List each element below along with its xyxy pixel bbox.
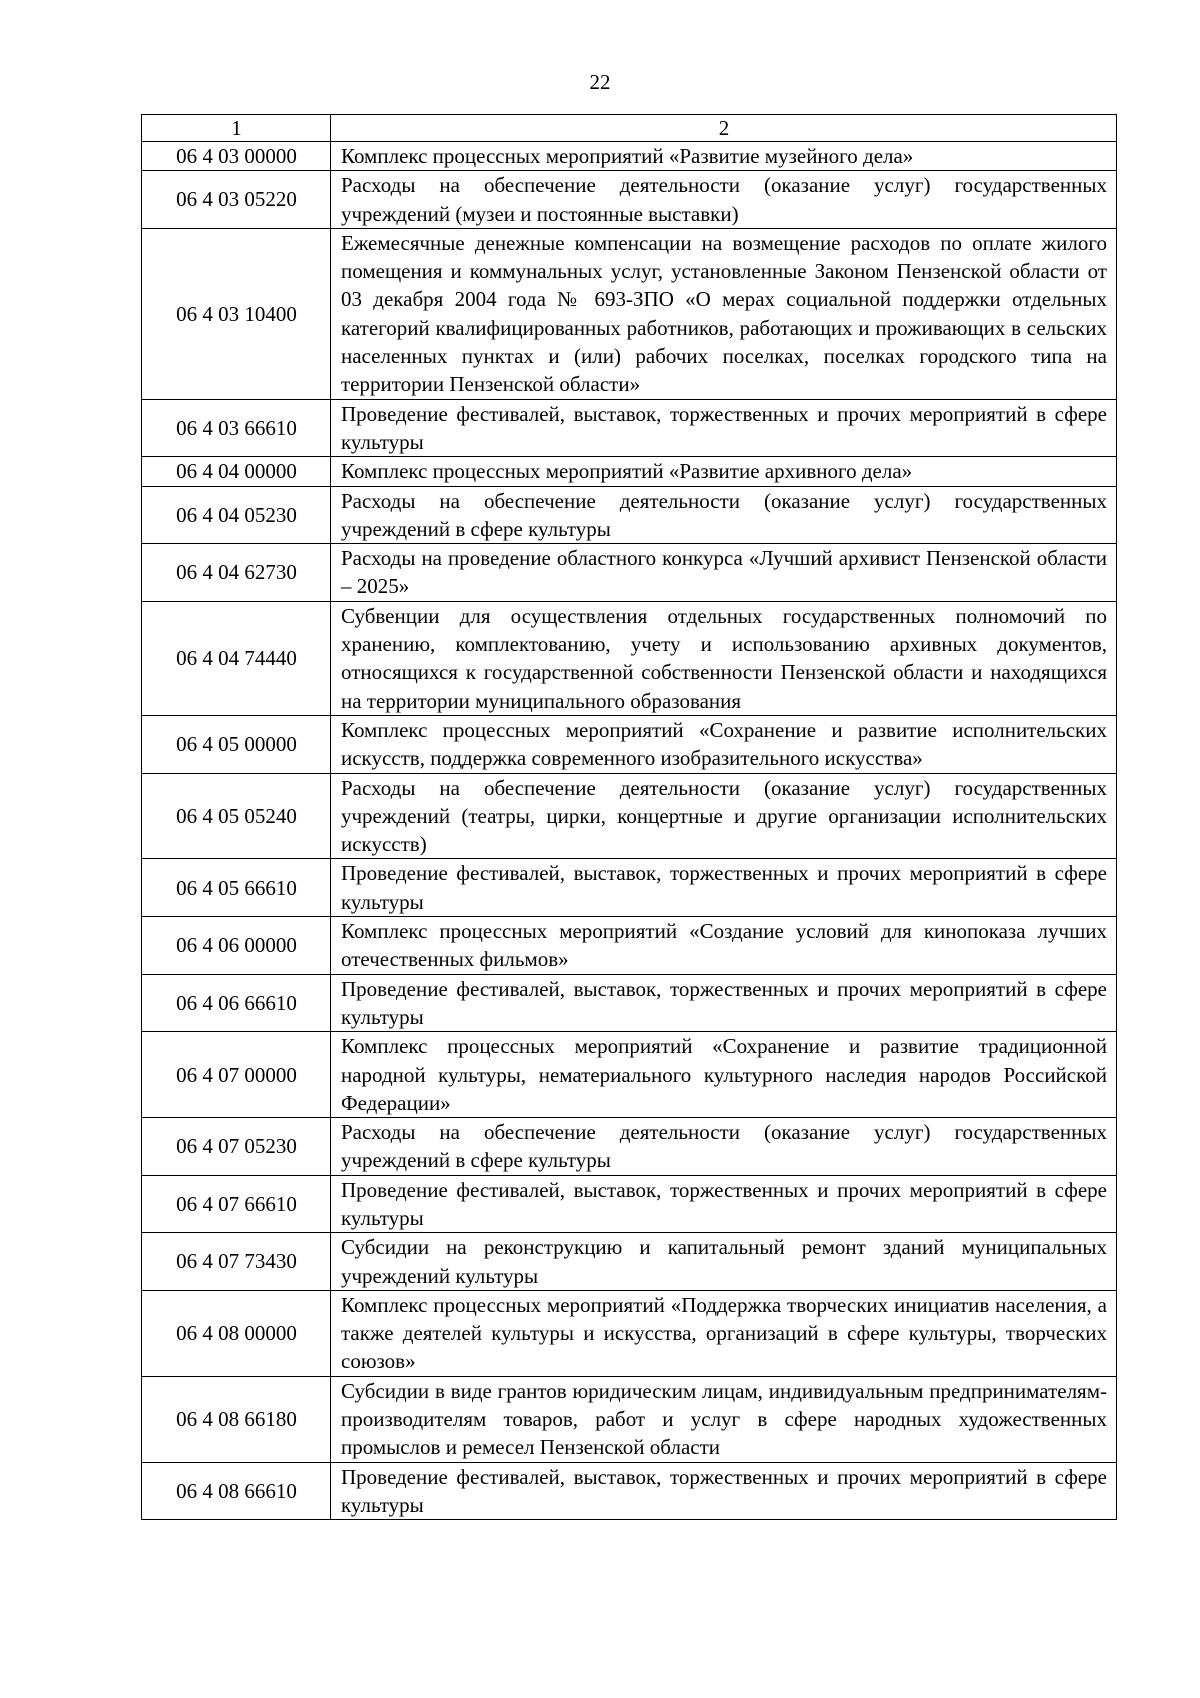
table-row [142, 1290, 1117, 1376]
classification-code-cell: 06 4 04 62730 [142, 544, 331, 602]
classification-code-cell: 06 4 04 00000 [142, 457, 331, 486]
table-row [142, 399, 1117, 457]
classification-code-cell: 06 4 05 05240 [142, 773, 331, 859]
column-header-name: 2 [331, 115, 1117, 142]
expenditure-name-cell: Субсидии в виде грантов юридическим лицам, индивидуальным предпринимателям-производителям товаров, работ и услуг в сфере народных художественных промыслов и ремесел Пензенской области [331, 1376, 1117, 1462]
expenditure-name-cell: Комплекс процессных мероприятий «Сохранение и развитие исполнительских искусств, поддержка современного изобразительного искусства» [331, 715, 1117, 773]
table-row [142, 1118, 1117, 1176]
classification-code-cell: 06 4 04 05230 [142, 486, 331, 544]
budget-classification-table [141, 114, 1117, 1520]
classification-code-cell: 06 4 08 66180 [142, 1376, 331, 1462]
table-row [142, 917, 1117, 975]
expenditure-name-cell: Расходы на обеспечение деятельности (оказание услуг) государственных учреждений (театры, цирки, концертные и другие организации исполнительских искусств) [331, 773, 1117, 859]
table-row [142, 544, 1117, 602]
classification-code-cell: 06 4 08 66610 [142, 1462, 331, 1520]
table-row [142, 974, 1117, 1032]
classification-code-cell: 06 4 06 00000 [142, 917, 331, 975]
expenditure-name-cell: Расходы на обеспечение деятельности (оказание услуг) государственных учреждений в сфере культуры [331, 486, 1117, 544]
classification-code-cell: 06 4 05 66610 [142, 859, 331, 917]
table-row [142, 715, 1117, 773]
expenditure-name-cell: Расходы на обеспечение деятельности (оказание услуг) государственных учреждений в сфере культуры [331, 1118, 1117, 1176]
table-row [142, 457, 1117, 486]
expenditure-name-cell: Субвенции для осуществления отдельных государственных полномочий по хранению, комплектованию, учету и использованию архивных документов, относящихся к государственной собственности Пензенской области и находящихся на территории муниципального образования [331, 601, 1117, 715]
table-row [142, 773, 1117, 859]
classification-code-cell: 06 4 04 74440 [142, 601, 331, 715]
expenditure-name-cell: Проведение фестивалей, выставок, торжественных и прочих мероприятий в сфере культуры [331, 1175, 1117, 1233]
classification-code-cell: 06 4 03 66610 [142, 399, 331, 457]
classification-code-cell: 06 4 03 00000 [142, 142, 331, 171]
classification-code-cell: 06 4 05 00000 [142, 715, 331, 773]
expenditure-name-cell: Проведение фестивалей, выставок, торжественных и прочих мероприятий в сфере культуры [331, 1462, 1117, 1520]
expenditure-name-cell: Комплекс процессных мероприятий «Развитие музейного дела» [331, 142, 1117, 171]
expenditure-name-cell: Проведение фестивалей, выставок, торжественных и прочих мероприятий в сфере культуры [331, 974, 1117, 1032]
expenditure-name-cell: Комплекс процессных мероприятий «Сохранение и развитие традиционной народной культуры, нематериального культурного наследия народов Российской Федерации» [331, 1032, 1117, 1118]
classification-code-cell: 06 4 08 00000 [142, 1290, 331, 1376]
table-row [142, 1233, 1117, 1291]
table-body [142, 115, 1117, 1520]
expenditure-name-cell: Расходы на проведение областного конкурса «Лучший архивист Пензенской области – 2025» [331, 544, 1117, 602]
expenditure-name-cell: Ежемесячные денежные компенсации на возмещение расходов по оплате жилого помещения и коммунальных услуг, установленные Законом Пензенской области от 03 декабря 2004 года № 693-ЗПО «О мерах социальной поддержки отдельных категорий квалифицированных работников, работающих и проживающих в сельских населенных пунктах и (или) рабочих поселках, поселках городского типа на территории Пензенской области» [331, 228, 1117, 399]
table-row [142, 171, 1117, 229]
expenditure-name-cell: Комплекс процессных мероприятий «Создание условий для кинопоказа лучших отечественных фильмов» [331, 917, 1117, 975]
table-row [142, 486, 1117, 544]
expenditure-name-cell: Комплекс процессных мероприятий «Развитие архивного дела» [331, 457, 1117, 486]
table-row [142, 1462, 1117, 1520]
expenditure-name-cell: Комплекс процессных мероприятий «Поддержка творческих инициатив населения, а также деятелей культуры и искусства, организаций в сфере культуры, творческих союзов» [331, 1290, 1117, 1376]
table-header-row [142, 115, 1117, 142]
column-header-code: 1 [142, 115, 331, 142]
classification-code-cell: 06 4 07 05230 [142, 1118, 331, 1176]
expenditure-name-cell: Проведение фестивалей, выставок, торжественных и прочих мероприятий в сфере культуры [331, 859, 1117, 917]
expenditure-name-cell: Проведение фестивалей, выставок, торжественных и прочих мероприятий в сфере культуры [331, 399, 1117, 457]
table-row [142, 601, 1117, 715]
table-row [142, 228, 1117, 399]
classification-code-cell: 06 4 07 66610 [142, 1175, 331, 1233]
classification-code-cell: 06 4 03 05220 [142, 171, 331, 229]
page-number: 22 [589, 70, 611, 94]
expenditure-name-cell: Расходы на обеспечение деятельности (оказание услуг) государственных учреждений (музеи и постоянные выставки) [331, 171, 1117, 229]
table-row [142, 1175, 1117, 1233]
table-row [142, 1032, 1117, 1118]
classification-code-cell: 06 4 07 00000 [142, 1032, 331, 1118]
classification-code-cell: 06 4 03 10400 [142, 228, 331, 399]
classification-code-cell: 06 4 07 73430 [142, 1233, 331, 1291]
table-row [142, 142, 1117, 171]
table-row [142, 859, 1117, 917]
classification-code-cell: 06 4 06 66610 [142, 974, 331, 1032]
expenditure-name-cell: Субсидии на реконструкцию и капитальный ремонт зданий муниципальных учреждений культуры [331, 1233, 1117, 1291]
table-row [142, 1376, 1117, 1462]
